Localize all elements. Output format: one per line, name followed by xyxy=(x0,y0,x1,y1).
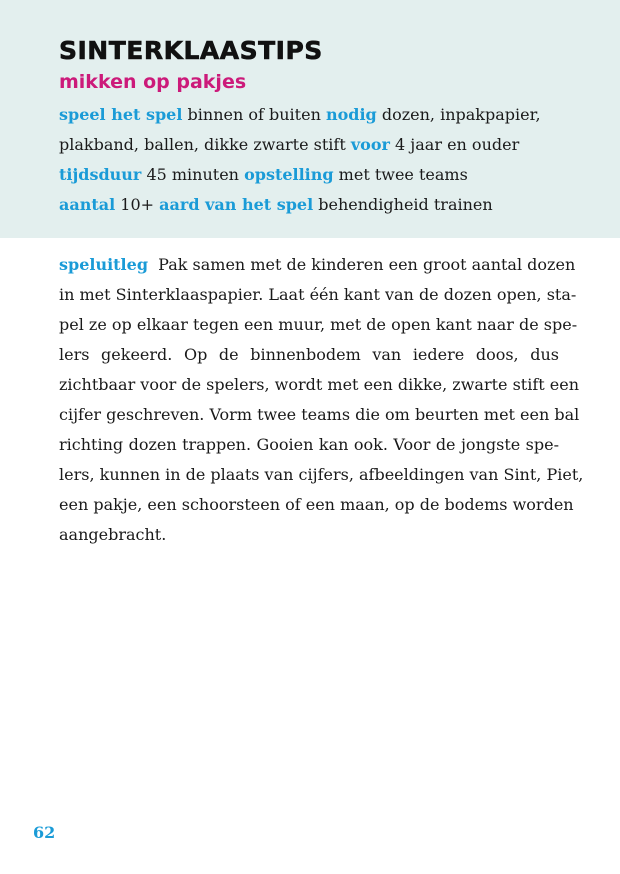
label-play-setting: speel het spel xyxy=(59,105,183,124)
value-game-type: behendigheid trainen xyxy=(318,195,493,214)
value-duration: 45 minuten xyxy=(146,165,239,184)
label-instructions: speluitleg xyxy=(59,255,148,274)
instructions-text: Pak samen met de kinderen een groot aantal dozen xyxy=(158,255,576,274)
instructions-line: zichtbaar voor de spelers, wordt met een dikke, zwarte stift een xyxy=(59,375,580,394)
label-players: aantal xyxy=(59,195,116,214)
instructions-line: richting dozen trappen. Gooien kan ook. Voor de jongste spe- xyxy=(59,435,559,454)
value-age: 4 jaar en ouder xyxy=(395,135,520,154)
label-duration: tijdsduur xyxy=(59,165,142,184)
info-line-materials-age xyxy=(59,130,579,160)
value-needed-part1: dozen, inpakpapier, xyxy=(381,105,541,124)
instructions-line: aangebracht. xyxy=(59,525,167,544)
label-game-type: aard van het spel xyxy=(159,195,314,214)
instructions-line: lers gekeerd. Op de binnenbodem van iedere doos, dus xyxy=(59,345,559,364)
instructions-line: in met Sinterklaaspapier. Laat één kant van de dozen open, sta- xyxy=(59,285,577,304)
game-title: mikken op pakjes xyxy=(59,71,247,93)
value-setup: met twee teams xyxy=(338,165,468,184)
label-for: voor xyxy=(350,135,390,154)
game-info xyxy=(59,100,579,220)
label-needed: nodig xyxy=(325,105,377,124)
page-number: 62 xyxy=(33,823,56,842)
value-needed-part2: plakband, ballen, dikke zwarte stift xyxy=(59,135,346,154)
info-line-duration-setup xyxy=(59,160,579,190)
info-line-players-type xyxy=(59,190,579,220)
instructions-line: een pakje, een schoorsteen of een maan, op de bodems worden xyxy=(59,495,574,514)
instructions-line: lers, kunnen in de plaats van cijfers, afbeeldingen van Sint, Piet, xyxy=(59,465,584,484)
info-line-play-setting xyxy=(59,100,579,130)
instructions-line xyxy=(59,250,576,280)
value-play-setting: binnen of buiten xyxy=(187,105,321,124)
instructions-line: cijfer geschreven. Vorm twee teams die om beurten met een bal xyxy=(59,405,580,424)
book-title: SINTERKLAASTIPS xyxy=(59,36,323,65)
instructions-line: pel ze op elkaar tegen een muur, met de open kant naar de spe- xyxy=(59,315,578,334)
value-players: 10+ xyxy=(120,195,155,214)
label-setup: opstelling xyxy=(244,165,334,184)
instructions xyxy=(59,250,584,550)
